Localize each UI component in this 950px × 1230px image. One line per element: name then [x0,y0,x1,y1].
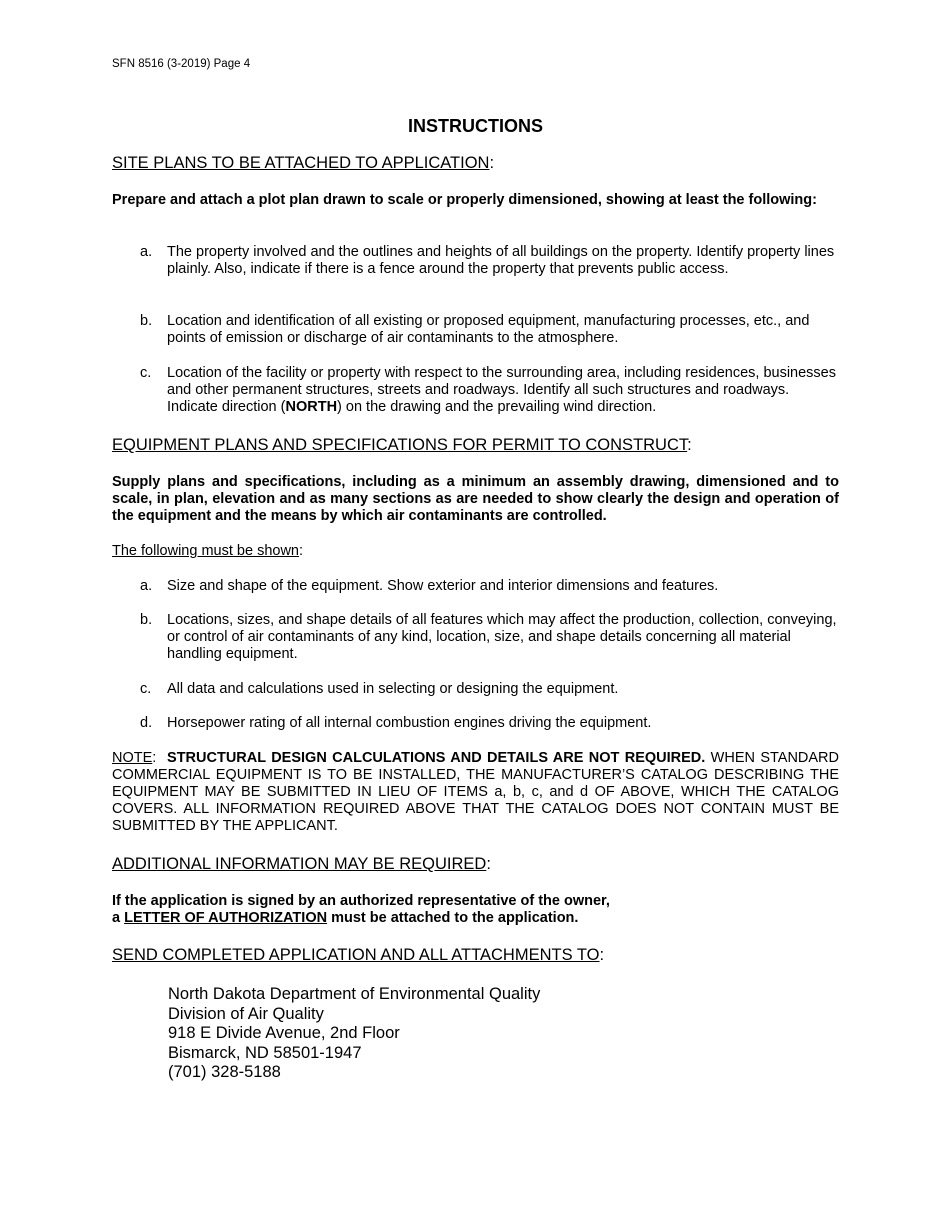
list-item-text [167,365,839,416]
page-title: INSTRUCTIONS [408,116,543,136]
heading-suffix: : [599,946,605,964]
note-label-suffix: : [152,750,168,766]
heading-suffix: : [489,154,495,172]
authorization-line-1: If the application is signed by an authorized representative of the owner, [112,893,610,909]
site-plans-lead: Prepare and attach a plot plan drawn to scale or properly dimensioned, showing at least the following: [112,192,817,208]
phone-number: (701) 328-5188 [168,1063,281,1082]
heading-suffix: : [687,436,692,454]
equipment-plans-heading [112,436,692,455]
equipment-plans-lead: Supply plans and specifications, including as a minimum an assembly drawing, dimensioned and to scale, in plan, elevation and as many sections as are needed to show clearly the design and operation of the equipment and the means by which air contaminants are controlled. [112,474,839,524]
list-item [140,365,839,416]
list-item [140,578,839,595]
north-emphasis: NORTH [285,399,338,415]
list-item-label: b. [140,313,153,329]
authorization-line-2 [112,910,839,927]
list-item [140,681,839,698]
list-item-text: Locations, sizes, and shape details of all features which may affect the production, collection, conveying, or control of air contaminants of any kind, location, size, and shape details concerning all material handling equipment. [167,612,837,662]
text-segment: a [112,910,125,926]
note-text: WHEN STANDARD COMMERCIAL EQUIPMENT IS TO BE INSTALLED, THE MANUFACTURER’S CATALOG DESCRIBING THE EQUIPMENT MAY BE SUBMITTED IN LIEU OF ITEMS a, b, c, and d OF ABOVE, WHICH THE CATALOG COVERS. ALL INFORMATION REQUIRED ABOVE THAT THE CATALOG DOES NOT CONTAIN MUST BE SUBMITTED BY THE APPLICANT. [112,750,840,834]
text-segment: must be attached to the application. [327,910,579,926]
text-segment: Location of the facility or property with respect to the surrounding area, including residences, businesses and other permanent structures, streets and roadways. Identify all such structures and roadways. Indicate direction ( [167,365,836,415]
list-item-text: Location and identification of all existing or proposed equipment, manufacturing processes, etc., and points of emission or discharge of air contaminants to the atmosphere. [167,313,810,346]
list-item-label: a. [140,244,153,260]
list-item [140,612,839,663]
list-item-label: b. [140,612,153,628]
letter-of-authorization: LETTER OF AUTHORIZATION [124,910,328,926]
list-item [140,313,839,347]
form-id: SFN 8516 (3-2019) Page 4 [112,58,251,70]
authorization-notice [112,893,839,927]
subheading-text: The following must be shown [112,543,299,559]
send-to-heading-text: SEND COMPLETED APPLICATION AND ALL ATTACHMENTS TO [112,946,600,964]
send-to-heading [112,946,604,965]
equipment-plans-heading-text: EQUIPMENT PLANS AND SPECIFICATIONS FOR PERMIT TO CONSTRUCT [112,436,688,454]
site-plans-heading-text: SITE PLANS TO BE ATTACHED TO APPLICATION [112,154,490,172]
list-item-label: a. [140,578,153,594]
site-plans-heading [112,154,494,173]
mailing-address [168,985,540,1083]
list-item-label: c. [140,681,152,697]
note-paragraph [112,750,839,835]
note-bold-text: STRUCTURAL DESIGN CALCULATIONS AND DETAILS ARE NOT REQUIRED. [167,750,706,766]
list-item-text: The property involved and the outlines and heights of all buildings on the property. Identify property lines plainly. Also, indicate if there is a fence around the property that prevents public access. [167,244,835,277]
address-line: Bismarck, ND 58501-1947 [168,1043,362,1062]
text-segment: ) on the drawing and the prevailing wind direction. [337,399,657,415]
heading-suffix: : [486,855,491,873]
list-item-text: All data and calculations used in selecting or designing the equipment. [167,681,619,697]
following-must-be-shown [112,543,839,560]
heading-suffix: : [299,543,304,559]
list-item-text: Size and shape of the equipment. Show exterior and interior dimensions and features. [167,578,719,594]
list-item [140,244,839,278]
address-line: North Dakota Department of Environmental Quality [168,985,541,1003]
additional-info-heading [112,855,491,874]
address-line: 918 E Divide Avenue, 2nd Floor [168,1024,400,1043]
list-item-label: d. [140,715,153,731]
list-item-label: c. [140,365,152,381]
note-label: NOTE [112,750,153,766]
address-line: Division of Air Quality [168,1004,324,1023]
list-item-text: Horsepower rating of all internal combustion engines driving the equipment. [167,715,652,731]
additional-info-heading-text: ADDITIONAL INFORMATION MAY BE REQUIRED [112,855,487,873]
list-item [140,715,839,732]
